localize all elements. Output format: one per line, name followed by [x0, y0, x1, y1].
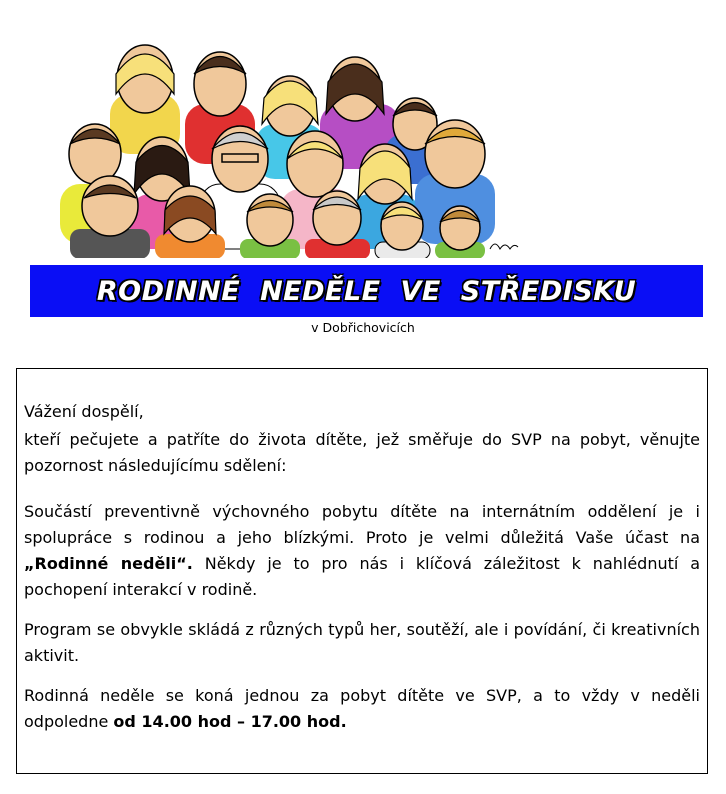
paragraph-text: Někdy je to pro nás i klíčová záležitost k nahlédnutí a pochopení interakcí v rodině.	[24, 554, 701, 599]
event-name-bold: „Rodinné neděli“.	[24, 554, 193, 573]
title-banner	[30, 265, 703, 317]
paragraph-schedule	[24, 683, 700, 735]
location-subtitle: v Dobřichovicích	[311, 320, 415, 335]
paragraph-program: Program se obvykle skládá z různých typů her, soutěží, ale i povídání, či kreativních aktivit.	[24, 620, 700, 665]
paragraph-text: Rodinná neděle se koná jednou za pobyt dítěte ve SVP, a to vždy v neděli odpoledne	[24, 686, 700, 731]
greeting: Vážení dospělí,	[24, 402, 144, 421]
time-bold: od 14.00 hod – 17.00 hod.	[113, 712, 347, 731]
paragraph-text: Součástí preventivně výchovného pobytu dítěte na internátním oddělení je i spolupráce s rodinou a jeho blízkými. Proto je velmi důležitá Vaše účast na	[24, 502, 700, 547]
family-illustration	[50, 34, 520, 258]
paragraph-cooperation	[24, 499, 700, 603]
banner-title: RODINNÉ NEDĚLE VE STŘEDISKU	[96, 275, 637, 307]
intro-paragraph: kteří pečujete a patříte do života dítěte, jež směřuje do SVP na pobyt, věnujte pozornost následujícímu sdělení:	[24, 430, 700, 475]
signature-mark	[490, 244, 518, 249]
letter-box	[16, 368, 708, 774]
